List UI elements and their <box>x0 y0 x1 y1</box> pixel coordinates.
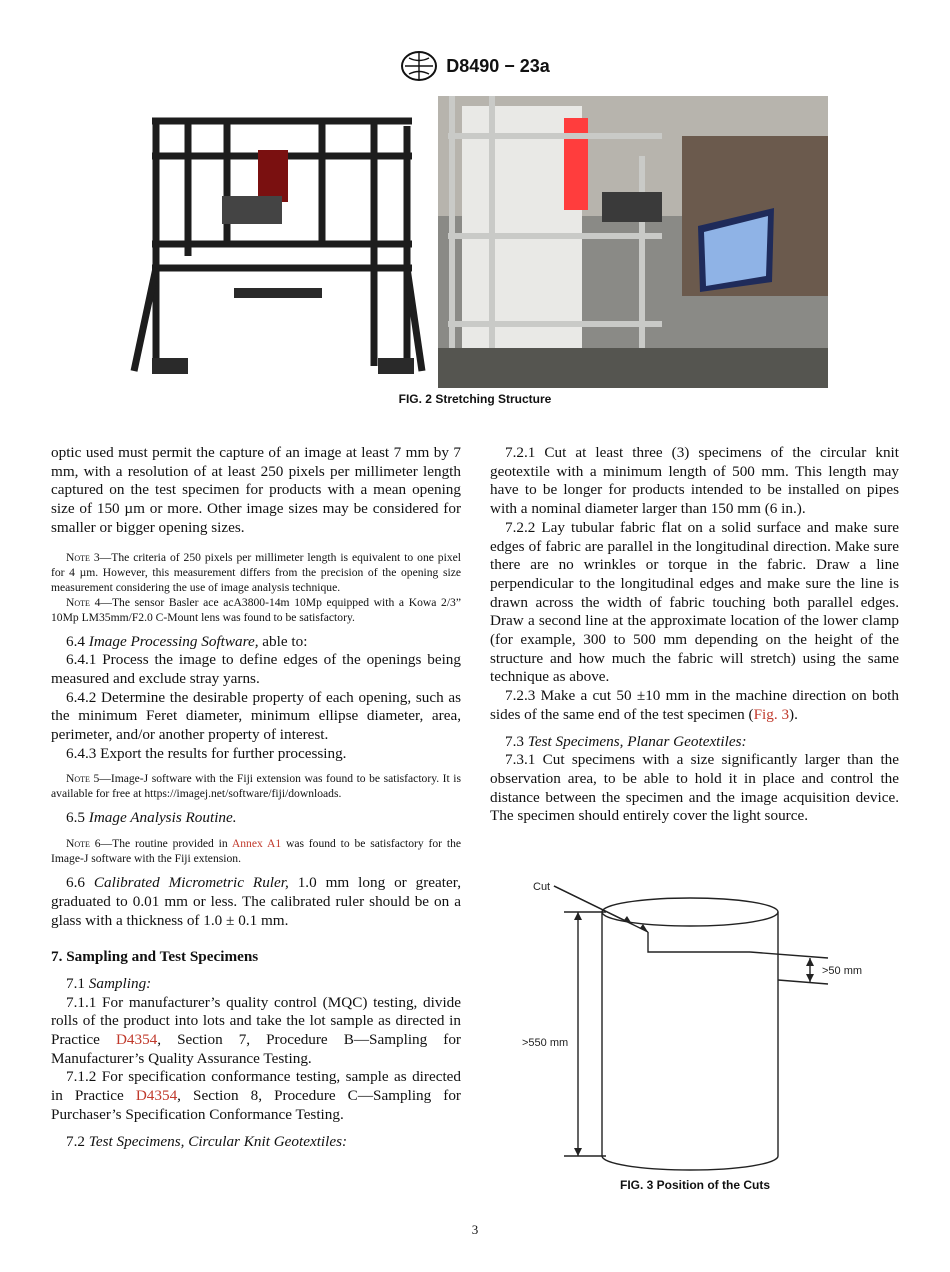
section-7-2-2: 7.2.2 Lay tubular fabric flat on a solid surface and make sure edges of fabric are parallel in the longitudinal direction. Make sure there are no wrinkles or torque in the fabric. Draw a line perpendicular to the longitudinal edges and make sure the line is drawn across the width of fabric touching both parallel edges. Draw a second line at the approximate location of the lower clamp (for example, 300 to 500 mm depending on the height of the structure and how much the fabric will stretch) using the same technique as above. <box>490 518 899 686</box>
section-7-2-3: 7.2.3 Make a cut 50 ±10 mm in the machine direction on both sides of the same end of the test specimen (Fig. 3). <box>490 687 899 723</box>
cut-line <box>648 932 750 952</box>
lab-setup-photo <box>438 96 828 388</box>
label-50mm: >50 mm <box>822 965 863 977</box>
section-7-1: 7.1 Sampling: <box>66 974 152 992</box>
figure-2-stretching-structure <box>122 96 828 388</box>
dimension-50-top <box>750 952 828 958</box>
figure-2-caption: FIG. 2 Stretching Structure <box>398 392 552 406</box>
astm-logo <box>400 50 438 82</box>
note-5: Note 5—Image-J software with the Fiji extension was found to be satisfactory. It is available for free at https://imagej.net/software/fiji/downloads. <box>51 772 461 801</box>
note-6: Note 6—The routine provided in Annex A1 was found to be satisfactory for the Image-J software with the Fiji extension. <box>51 837 462 866</box>
figure-3-caption: FIG. 3 Position of the Cuts <box>620 1178 770 1192</box>
label-cut: Cut <box>533 881 551 893</box>
section-6-5: 6.5 Image Analysis Routine. <box>66 809 237 827</box>
d4354-link[interactable]: D4354 <box>135 1087 178 1105</box>
page-number: 3 <box>471 1222 479 1237</box>
note-label: Note <box>66 772 90 786</box>
section-6-6: 6.6 Calibrated Micrometric Ruler, 1.0 mm long or greater, graduated to 0.01 mm or less. The calibrated ruler should be on a glass with a thickness of 1.0 ± 0.1 mm. <box>51 874 461 929</box>
note-4: Note 4—The sensor Basler ace acA3800-14m 10Mp equipped with a Kowa 2/3” 10Mp LM35mm/F2.0 C-Mount lens was found to be satisfactory. <box>51 595 461 624</box>
annex-a1-link[interactable]: Annex A1 <box>231 837 282 851</box>
cad-frame-image <box>122 96 434 388</box>
note-label: Note <box>66 550 90 564</box>
cut-leader-2 <box>554 886 648 932</box>
section-6-4-3: 6.4.3 Export the results for further processing. <box>66 744 347 762</box>
cylinder-bottom <box>602 1156 778 1170</box>
note-label: Note <box>66 837 90 851</box>
left-column <box>51 444 461 1151</box>
label-550mm: >550 mm <box>522 1037 569 1049</box>
section-7-2: 7.2 Test Specimens, Circular Knit Geotextiles: <box>66 1132 348 1150</box>
section-7-heading: 7. Sampling and Test Specimens <box>51 948 259 966</box>
note-3: Note 3—The criteria of 250 pixels per millimeter length is equivalent to one pixel for 4 µm. However, this measurement differs from the precision of the opening size measurement considering the use of image analysis technique. <box>51 550 461 594</box>
figure-3-cut-diagram <box>520 872 890 1172</box>
section-6-4: 6.4 Image Processing Software, able to: <box>66 632 308 650</box>
section-7-1-2: 7.1.2 For specification conformance testing, sample as directed in Practice D4354, Section 8, Procedure C—Sampling for Purchaser’s Specification Conformance Testing. <box>51 1068 461 1123</box>
section-6-4-1: 6.4.1 Process the image to define edges of the openings being measured and exclude stray yarns. <box>51 651 461 687</box>
paragraph-optic-continuation: optic used must permit the capture of an image at least 7 mm by 7 mm, with a resolution of at least 250 pixels per millimeter length captured on the test specimen for products with a mean opening size of 150 µm or more. Other image sizes may be considered for smaller or bigger opening sizes. <box>51 444 461 536</box>
section-6-4-2: 6.4.2 Determine the desirable property of each opening, such as the minimum Feret diameter, minimum ellipse diameter, area, perimeter, and/or another property of interest. <box>51 688 461 744</box>
section-7-1-1: 7.1.1 For manufacturer’s quality control (MQC) testing, divide rolls of the product into lots and take the lot sample as directed in Practice D4354, Section 7, Procedure B—Sampling for Manufacturer’s Quality Assurance Testing. <box>51 993 461 1067</box>
page-header <box>0 50 950 82</box>
section-7-2-1: 7.2.1 Cut at least three (3) specimens of the circular knit geotextile with a minimum length of 500 mm. This length may have to be longer for products intended to be installed on pipes with a nominal diameter larger than 150 mm (6 in.). <box>490 444 899 518</box>
section-7-3-1: 7.3.1 Cut specimens with a size significantly larger than the observation area, to be able to hold it in place and control the distance between the specimen and the image acquisition device. The specimen should entirely cover the light source. <box>490 751 899 825</box>
d4354-link[interactable]: D4354 <box>115 1031 158 1049</box>
note-label: Note <box>66 595 90 609</box>
document-id: D8490 − 23a <box>446 55 550 76</box>
dimension-50-bottom <box>778 980 828 984</box>
fig-3-link[interactable]: Fig. 3 <box>753 705 790 723</box>
right-column <box>490 444 899 826</box>
section-7-3: 7.3 Test Specimens, Planar Geotextiles: <box>505 732 747 750</box>
